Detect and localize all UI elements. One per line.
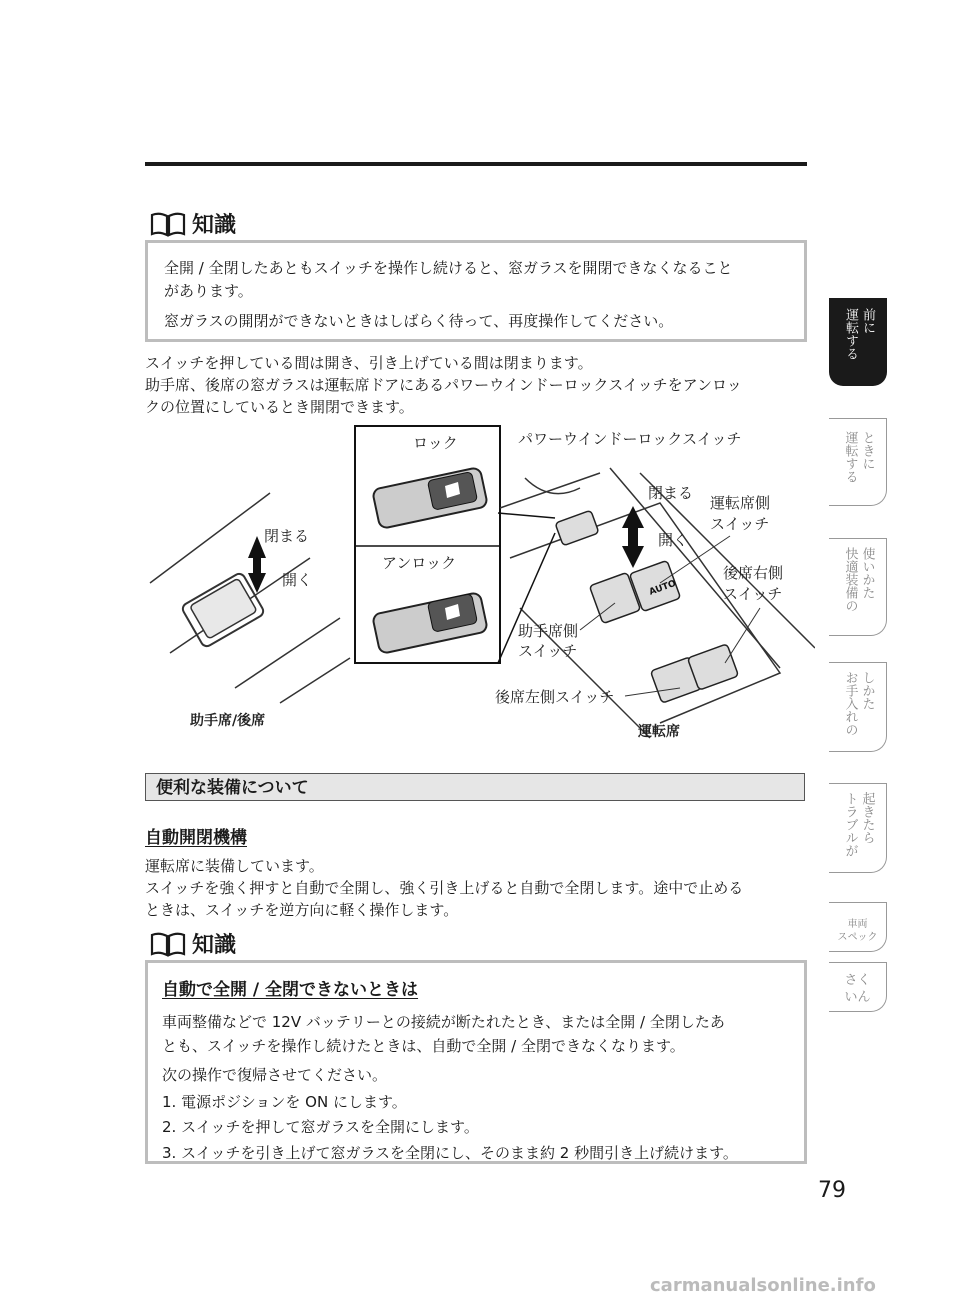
rear-right-switch-label: 後席右側: [723, 564, 784, 582]
page-number: 79: [818, 1178, 846, 1203]
tab-label: 起きたら: [859, 792, 875, 844]
section-line: 運転席に装備しています。: [145, 857, 324, 875]
knowledge-text: 窓ガラスの開閉ができないときはしばらく待って、再度操作してください。: [164, 311, 674, 330]
open-label: 開く: [282, 571, 313, 589]
tab-vehicle-specs[interactable]: [829, 902, 887, 952]
tab-label: 車両: [847, 918, 868, 930]
section-line: スイッチを強く押すと自動で全開し、強く引き上げると自動で全閉します。途中で止める: [145, 878, 744, 897]
knowledge-title: 知識: [192, 933, 237, 958]
passenger-rear-caption: 助手席/後席: [190, 713, 266, 729]
tab-while-driving[interactable]: [829, 418, 887, 506]
tab-index[interactable]: [829, 962, 887, 1012]
open-label: 開く: [658, 531, 689, 549]
tab-label: 運転する: [842, 431, 858, 483]
unlock-label: アンロック: [382, 554, 457, 572]
section-line: ときは、スイッチを逆方向に軽く操作します。: [145, 900, 459, 919]
power-window-lock-switch-label: パワーウインドーロックスイッチ: [518, 430, 742, 448]
knowledge-box: [145, 240, 807, 342]
driver-switch-label: スイッチ: [710, 515, 770, 533]
tab-label: 前に: [859, 308, 875, 334]
tab-label: 運転する: [843, 308, 858, 360]
list-item: 3. スイッチを引き上げて窓ガラスを全閉にし、そのまま約 2 秒間引き上げ続けます。: [162, 1143, 738, 1162]
header-rule: [145, 162, 807, 166]
tab-troubleshooting[interactable]: [829, 783, 887, 873]
tab-maintenance[interactable]: [829, 662, 887, 752]
section-text: [145, 856, 743, 921]
tab-label: 使いかた: [859, 547, 875, 599]
book-icon: [150, 211, 186, 237]
intro-line: スイッチを押している間は開き、引き上げている間は閉まります。: [145, 354, 593, 372]
auto-label: AUTO: [647, 578, 678, 598]
tab-comfort-features[interactable]: [829, 538, 887, 636]
knowledge-heading: [150, 928, 236, 959]
list-item: 2. スイッチを押して窓ガラスを全開にします。: [162, 1118, 479, 1137]
tab-label: トラブルが: [842, 792, 858, 857]
intro-text: [145, 353, 742, 418]
driver-caption: 運転席: [638, 724, 680, 740]
tab-label: しかた: [859, 671, 875, 710]
knowledge-text: 次の操作で復帰させてください。: [162, 1065, 388, 1084]
lock-label: ロック: [413, 434, 458, 452]
passenger-switch-label: 助手席側: [518, 622, 579, 640]
recovery-steps: [162, 1091, 790, 1165]
tab-label: いん: [844, 990, 871, 1005]
knowledge-text: があります。: [164, 282, 253, 301]
knowledge-heading: [150, 208, 236, 239]
book-icon: [150, 931, 186, 957]
passenger-switch-label: スイッチ: [518, 642, 578, 660]
power-window-diagram: [140, 418, 815, 748]
tab-label: スペック: [837, 932, 878, 943]
subsection-title: 自動開閉機構: [145, 828, 247, 848]
knowledge-text: とも、スイッチを操作し続けたときは、自動で全開 / 全閉できなくなります。: [162, 1036, 685, 1055]
driver-switch-label: 運転席側: [710, 494, 771, 512]
tab-label: ときに: [859, 431, 875, 470]
tab-label: さく: [844, 973, 871, 989]
tab-before-driving[interactable]: [829, 298, 887, 386]
knowledge-title: 知識: [192, 213, 237, 238]
passenger-door-illustration: [150, 493, 350, 703]
list-item: 1. 電源ポジションを ON にします。: [162, 1093, 407, 1112]
watermark: carmanualsonline.info: [650, 1275, 876, 1296]
knowledge-subtitle: 自動で全開 / 全閉できないときは: [162, 980, 419, 1000]
close-label: 閉まる: [264, 527, 310, 545]
rear-left-switch-label: 後席左側スイッチ: [495, 688, 615, 706]
intro-line: クの位置にしているとき開閉できます。: [145, 397, 414, 416]
knowledge-box: [145, 960, 807, 1164]
section-title: 便利な装備について: [145, 773, 805, 801]
knowledge-text: 車両整備などで 12V バッテリーとの接続が断たれたとき、または全開 / 全閉したあ: [162, 1013, 725, 1032]
tab-label: 快適装備の: [842, 547, 858, 612]
tab-label: お手入れの: [842, 671, 858, 736]
intro-line: 助手席、後席の窓ガラスは運転席ドアにあるパワーウインドーロックスイッチをアンロッ: [145, 375, 742, 394]
knowledge-text: 全開 / 全閉したあともスイッチを操作し続けると、窓ガラスを開閉できなくなること: [164, 259, 733, 277]
close-label: 閉まる: [648, 484, 694, 502]
rear-right-switch-label: スイッチ: [723, 585, 783, 603]
